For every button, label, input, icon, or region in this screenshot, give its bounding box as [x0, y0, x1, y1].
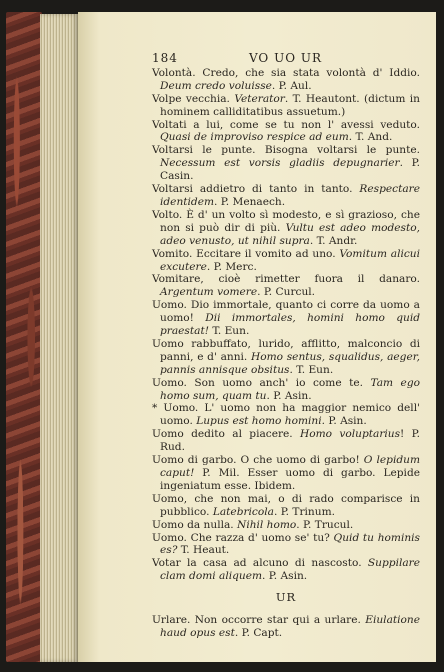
entry-text: Vomitare, cioè rimetter fuora il danaro.	[152, 273, 420, 286]
entry-latin: Dii immortales, homini homo quid praestat!	[160, 312, 420, 338]
entry-latin: Vomitum alicui excutere	[160, 247, 421, 273]
entry-source: . P. Casin.	[160, 157, 420, 183]
entry-latin: Lupus est homo homini	[196, 415, 322, 428]
entry-latin: Latebricola	[212, 505, 274, 518]
entry-latin: Homo voluptarius	[300, 428, 401, 441]
marbled-cover-edge	[6, 12, 42, 662]
entry-text: * Uomo. L' uomo non ha maggior nemico dell' uomo.	[152, 402, 420, 428]
entry-text: Votar la casa ad alcuno di nascosto.	[152, 557, 368, 570]
entry-source: . P. Asin.	[321, 415, 367, 428]
entry-text: Voltarsi addietro di tanto in tanto.	[152, 183, 360, 196]
entry-text: Uomo. Dio immortale, quanto ci corre da uomo a uomo!	[152, 299, 420, 325]
entry-latin: Deum credo voluisse	[160, 79, 272, 92]
dictionary-entry	[152, 338, 420, 377]
entry-source: T. Eun.	[208, 325, 250, 338]
entry-latin: Nihil homo	[237, 518, 297, 531]
entry-text: Uomo, che non mai, o di rado comparisce in pubblico.	[152, 492, 420, 518]
entry-source: . P. Trinum.	[273, 505, 335, 518]
page-number: 184	[152, 51, 178, 65]
entry-text: Uomo. Son uomo anch' io come te.	[152, 376, 371, 389]
entry-source: ! P. Rud.	[160, 428, 420, 454]
entry-latin: Quid tu hominis es?	[160, 531, 420, 557]
entries-vo	[152, 67, 420, 583]
entry-source: . P. Capt.	[234, 626, 283, 639]
entry-text: Voltarsi le punte. Bisogna voltarsi le punte.	[152, 144, 420, 157]
entry-text: Uomo. Che razza d' uomo se' tu?	[152, 531, 334, 544]
page-edges	[40, 14, 78, 662]
entry-source: . T. And.	[348, 131, 393, 144]
dictionary-entry	[152, 209, 420, 248]
entry-source: . T. Andr.	[309, 234, 358, 247]
entry-latin: Vultu est adeo modesto, adeo venusto, ut nihil supra	[160, 221, 420, 247]
entry-latin: Respectare identidem	[160, 183, 420, 208]
entry-text: Urlare. Non occorre star qui a urlare.	[152, 614, 366, 627]
entry-latin: Veterator	[234, 92, 285, 105]
entry-latin: Argentum vomere	[160, 286, 258, 299]
dictionary-entry	[152, 519, 420, 532]
entry-text: Uomo rabbuffato, lurido, afflitto, malconcio di panni, e d' anni.	[152, 337, 420, 363]
entry-source: . P. Curcul.	[257, 286, 316, 299]
entry-latin: Eiulatione haud opus est	[160, 614, 420, 639]
dictionary-entry	[152, 428, 420, 454]
dictionary-entry	[152, 402, 420, 428]
entry-source: . P. Menaech.	[214, 195, 286, 208]
running-head: VO UO UR	[248, 51, 322, 65]
entry-text: Vomito. Eccitare il vomito ad uno.	[152, 247, 340, 260]
entry-text: Volontà. Credo, che sia stata volontà d' Iddio.	[152, 66, 420, 79]
entry-source: . P. Trucul.	[296, 518, 354, 531]
dictionary-entry	[152, 67, 420, 93]
dictionary-entry	[152, 614, 420, 640]
entry-latin: Suppilare clam domi aliquem	[160, 557, 420, 583]
entry-source: . T. Heautont. (dictum in hominem calliditatibus assuetum.)	[160, 92, 421, 118]
entry-text: Uomo da nulla.	[152, 518, 238, 531]
entry-source: T. Heaut.	[177, 544, 230, 557]
dictionary-entry	[152, 93, 420, 119]
section-heading: UR	[275, 590, 297, 605]
dictionary-entry	[152, 493, 420, 519]
entry-source: . P. Aul.	[271, 79, 312, 92]
entry-text: Uomo di garbo. O che uomo di garbo!	[152, 454, 364, 467]
dictionary-entry	[152, 454, 420, 493]
dictionary-entry	[152, 183, 420, 209]
entry-text: Volpe vecchia.	[152, 92, 235, 105]
dictionary-entry	[152, 299, 420, 338]
entry-source: . P. Merc.	[206, 260, 257, 273]
entry-source: . P. Asin.	[262, 570, 308, 583]
entry-source: . P. Asin.	[266, 389, 312, 402]
dictionary-entry	[152, 248, 420, 274]
entry-text: Volto. È d' un volto sì modesto, e sì grazioso, che non si può dir di più.	[152, 208, 420, 234]
entry-source: . T. Eun.	[289, 363, 334, 376]
entry-latin: O lepidum caput!	[160, 454, 420, 479]
entries-ur	[152, 614, 420, 640]
dictionary-entry	[152, 557, 420, 583]
dictionary-entry	[152, 532, 420, 558]
entry-source: P. Mil. Esser uomo di garbo. Lepide ingeniatum esse. Ibidem.	[160, 467, 420, 492]
dictionary-entry	[152, 119, 420, 145]
entry-latin: Necessum est vorsis gladiis depugnarier	[160, 157, 400, 170]
entry-latin: Quasi de improviso respice ad eum	[160, 131, 349, 144]
entry-latin: Tam ego homo sum, quam tu	[160, 376, 420, 402]
entry-latin: Homo sentus, squalidus, aeger, pannis annisque obsitus	[160, 350, 421, 376]
dictionary-entry	[152, 273, 420, 299]
running-header	[152, 52, 322, 65]
page-text	[152, 52, 420, 640]
entry-text: Voltati a lui, come se tu non l' avessi veduto.	[152, 118, 420, 131]
dictionary-entry	[152, 377, 420, 403]
dictionary-entry	[152, 144, 420, 183]
entry-text: Uomo dedito al piacere.	[152, 428, 301, 441]
